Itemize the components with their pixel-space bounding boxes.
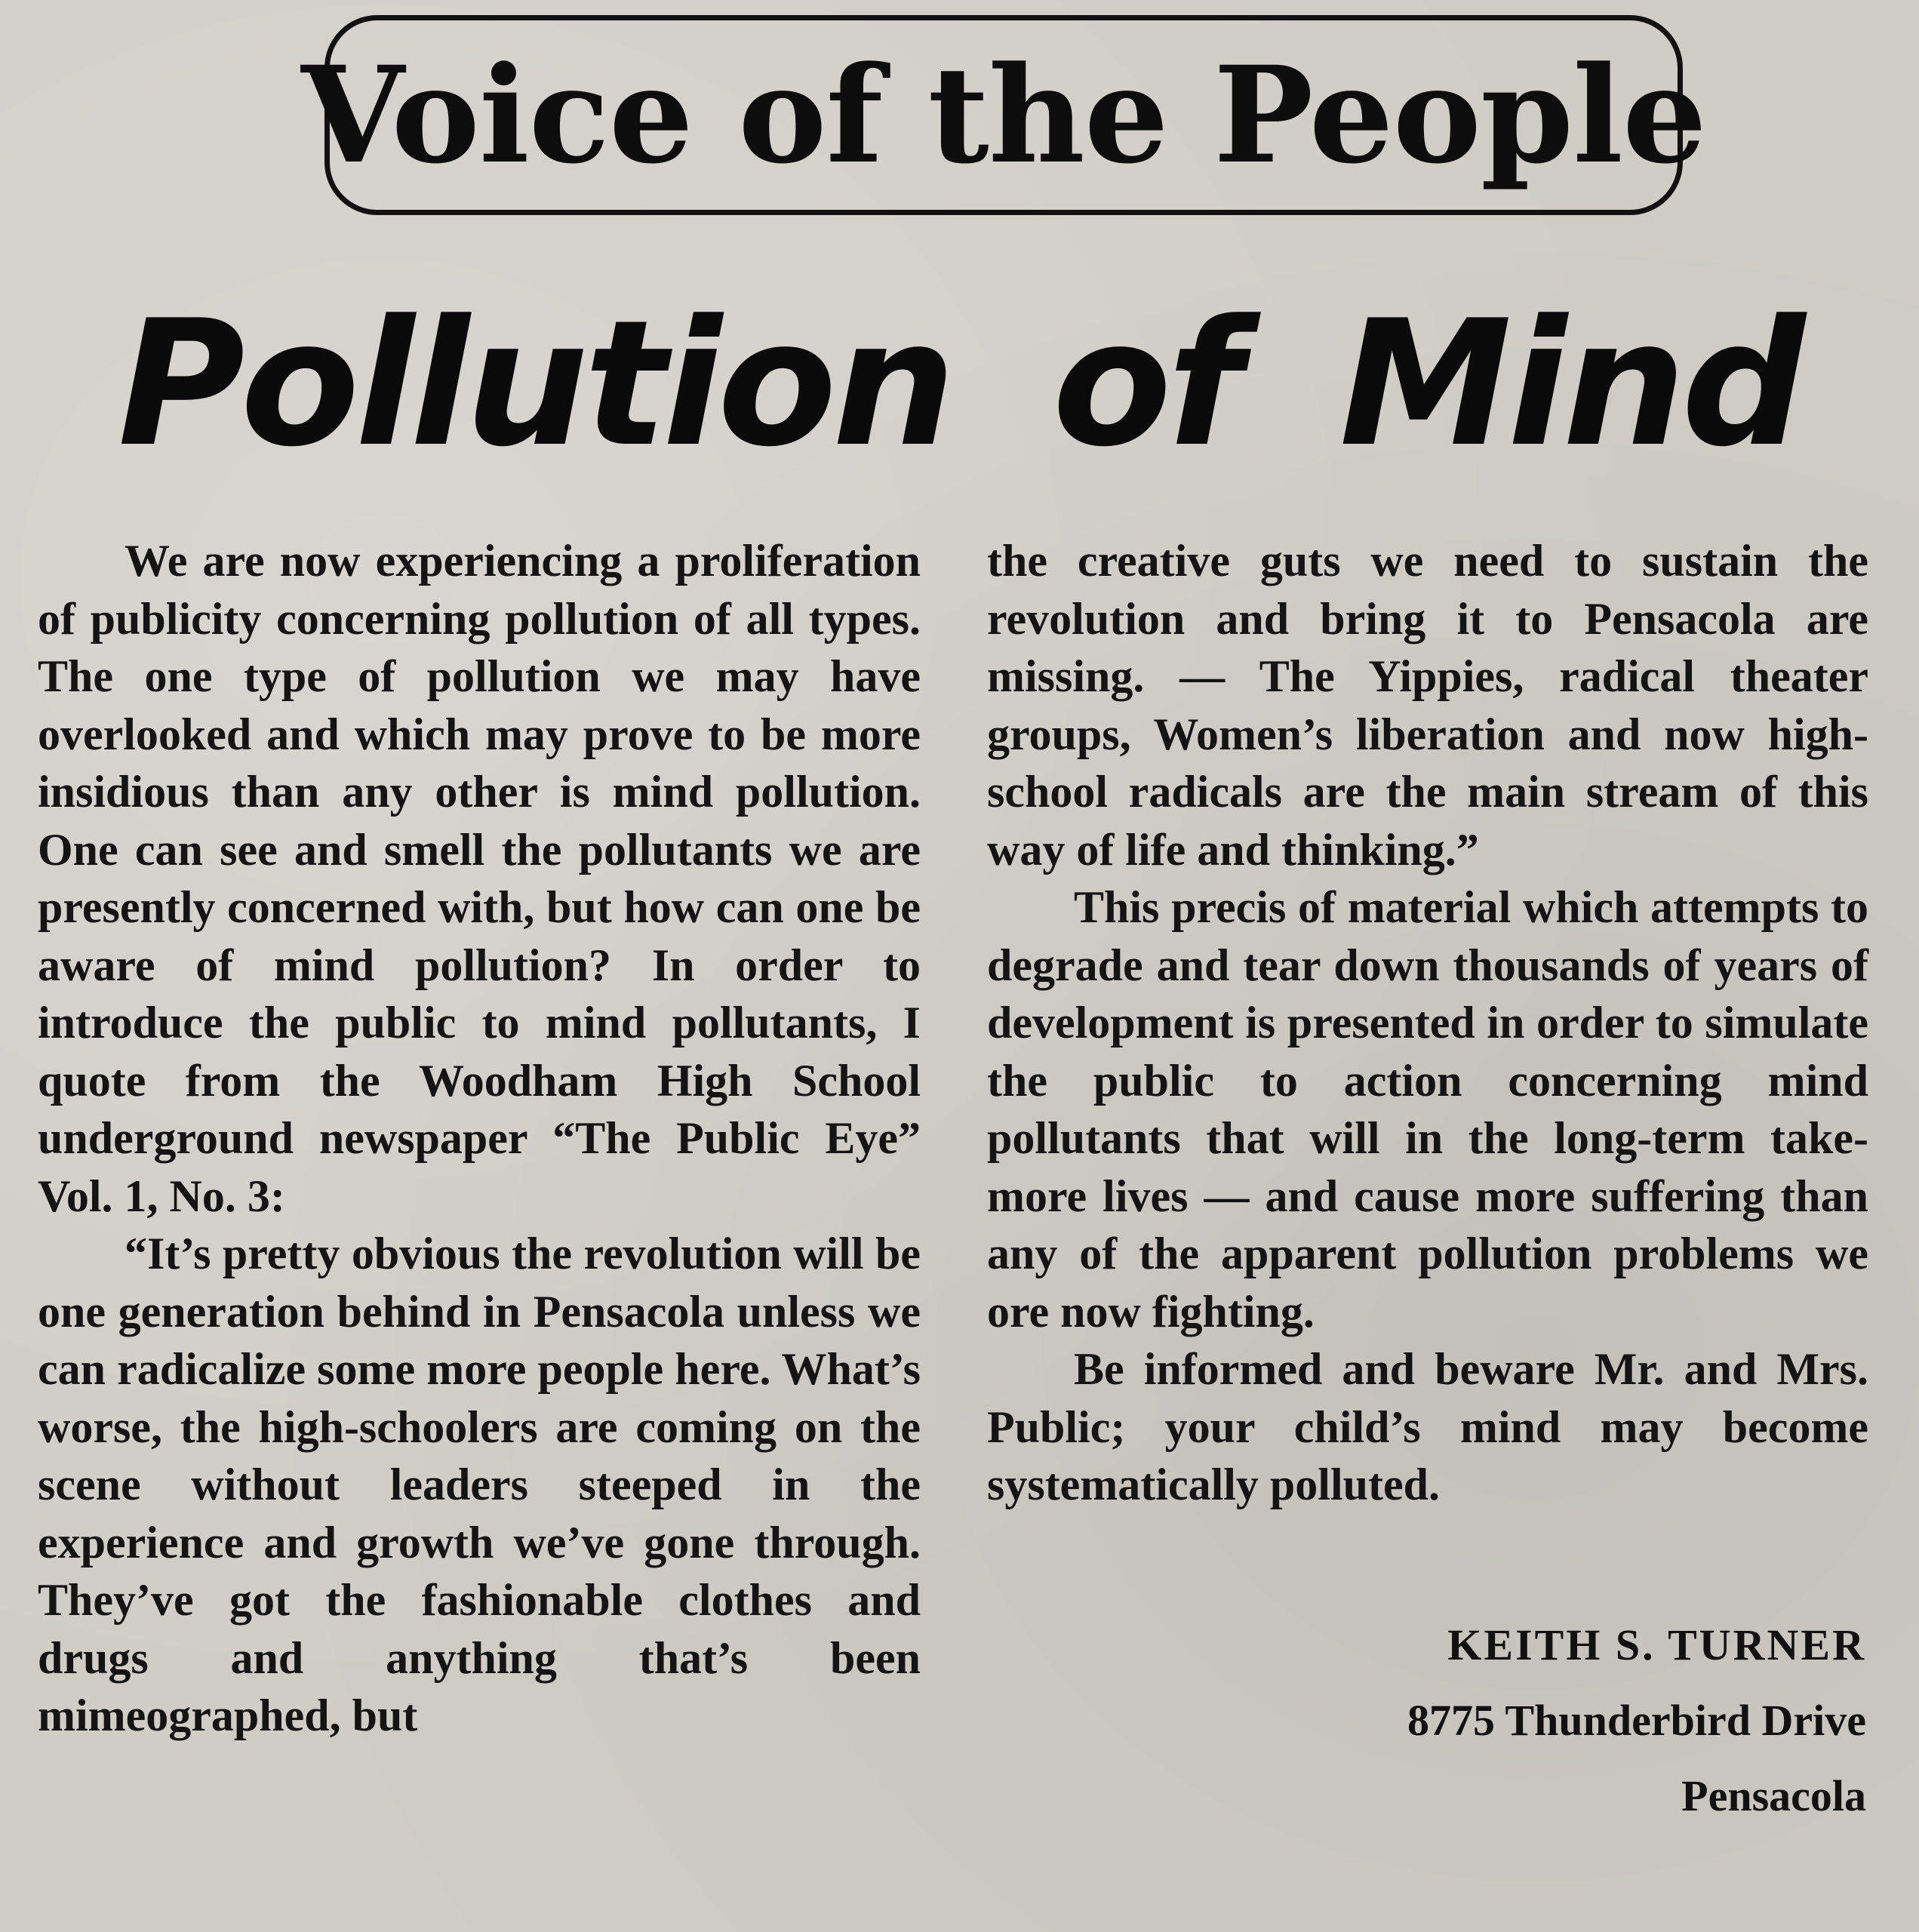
article-column-right [987,532,1868,1514]
article-column-left [38,532,921,1745]
article-paragraph: “It’s pretty obvious the revolution will be one generation behind in Pensacola unless we can radicalize some more people here. What’s worse, the high-schoolers are coming on the scene without leaders steeped in the experience and growth we’ve gone through. They’ve got the fashionable clothes and drugs and anything that’s been mimeographed, but [38,1229,921,1740]
author-signature [1407,1607,1866,1834]
masthead-title: Voice of the People [301,37,1706,193]
article-paragraph: We are now experiencing a proliferation of publicity concerning pollution of all types. The one type of pollution we may have overlooked and which may prove to be more insidious than any other is mind pollution. One can see and smell the pollutants we are presently concerned with, but how can one be aware of mind pollution? In order to introduce the public to mind pollutants, I quote from the Woodham High School underground newspaper “The Public Eye” Vol. 1, No. 3: [38,536,921,1221]
article-paragraph: Be informed and beware Mr. and Mrs. Public; your child’s mind may become systematically polluted. [987,1344,1868,1509]
column-masthead [301,15,1706,215]
author-city: Pensacola [1681,1771,1866,1820]
article-paragraph: the creative guts we need to sustain the revolution and bring it to Pensacola are missing. — The Yippies, radical theater groups, Women’s liberation and now high-school radicals are the main stream of this way of life and thinking.” [987,536,1868,875]
article-headline: Pollution of Mind [118,284,1801,485]
author-address: 8775 Thunderbird Drive [1407,1696,1866,1745]
author-name: KEITH S. TURNER [1447,1620,1866,1669]
article-paragraph: This precis of material which attempts to degrade and tear down thousands of years of development is presented in order to simulate the public to action concerning mind pollutants that will in the long-term take-more lives — and cause more suffering than any of the apparent pollution problems we ore now fighting. [987,882,1868,1337]
